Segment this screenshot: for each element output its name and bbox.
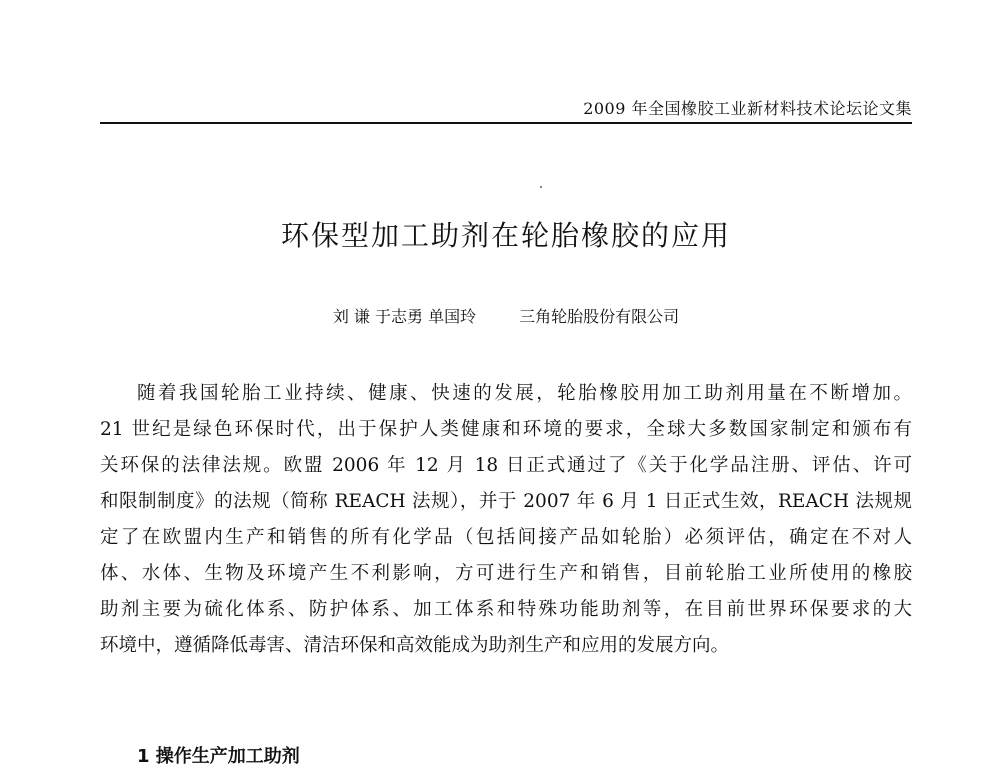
body-paragraph (100, 376, 912, 664)
affiliation: 三角轮胎股份有限公司 (519, 307, 680, 326)
scan-speck (540, 186, 542, 188)
header-rule (100, 122, 912, 124)
paragraph-line: 定了在欧盟内生产和销售的所有化学品（包括间接产品如轮胎）必须评估，确定在不对人 (100, 527, 912, 548)
paragraph-line: 21 世纪是绿色环保时代，出于保护人类健康和环境的要求，全球大多数国家制定和颁布有 (100, 419, 912, 440)
paragraph-line: 关环保的法律法规。欧盟 2006 年 12 月 18 日正式通过了《关于化学品注册、评估、许可 (100, 455, 912, 476)
section-heading-cutoff: 1 操作生产加工助剂 (137, 746, 300, 767)
byline (100, 304, 912, 327)
paragraph-line: 助剂主要为硫化体系、防护体系、加工体系和特殊功能助剂等，在目前世界环保要求的大 (100, 599, 912, 620)
running-header: 2009 年全国橡胶工业新材料技术论坛论文集 (583, 99, 912, 118)
paragraph-line: 环境中，遵循降低毒害、清洁环保和高效能成为助剂生产和应用的发展方向。 (100, 635, 730, 656)
paragraph-line: 随着我国轮胎工业持续、健康、快速的发展，轮胎橡胶用加工助剂用量在不断增加。 (137, 383, 912, 404)
paragraph-line: 和限制制度》的法规（简称 REACH 法规），并于 2007 年 6 月 1 日正式生效，REACH 法规规 (100, 491, 912, 512)
paper-title: 环保型加工助剂在轮胎橡胶的应用 (280, 219, 731, 252)
authors: 刘 谦 于志勇 单国玲 (332, 307, 477, 326)
paragraph-line: 体、水体、生物及环境产生不利影响，方可进行生产和销售，目前轮胎工业所使用的橡胶 (100, 563, 912, 584)
